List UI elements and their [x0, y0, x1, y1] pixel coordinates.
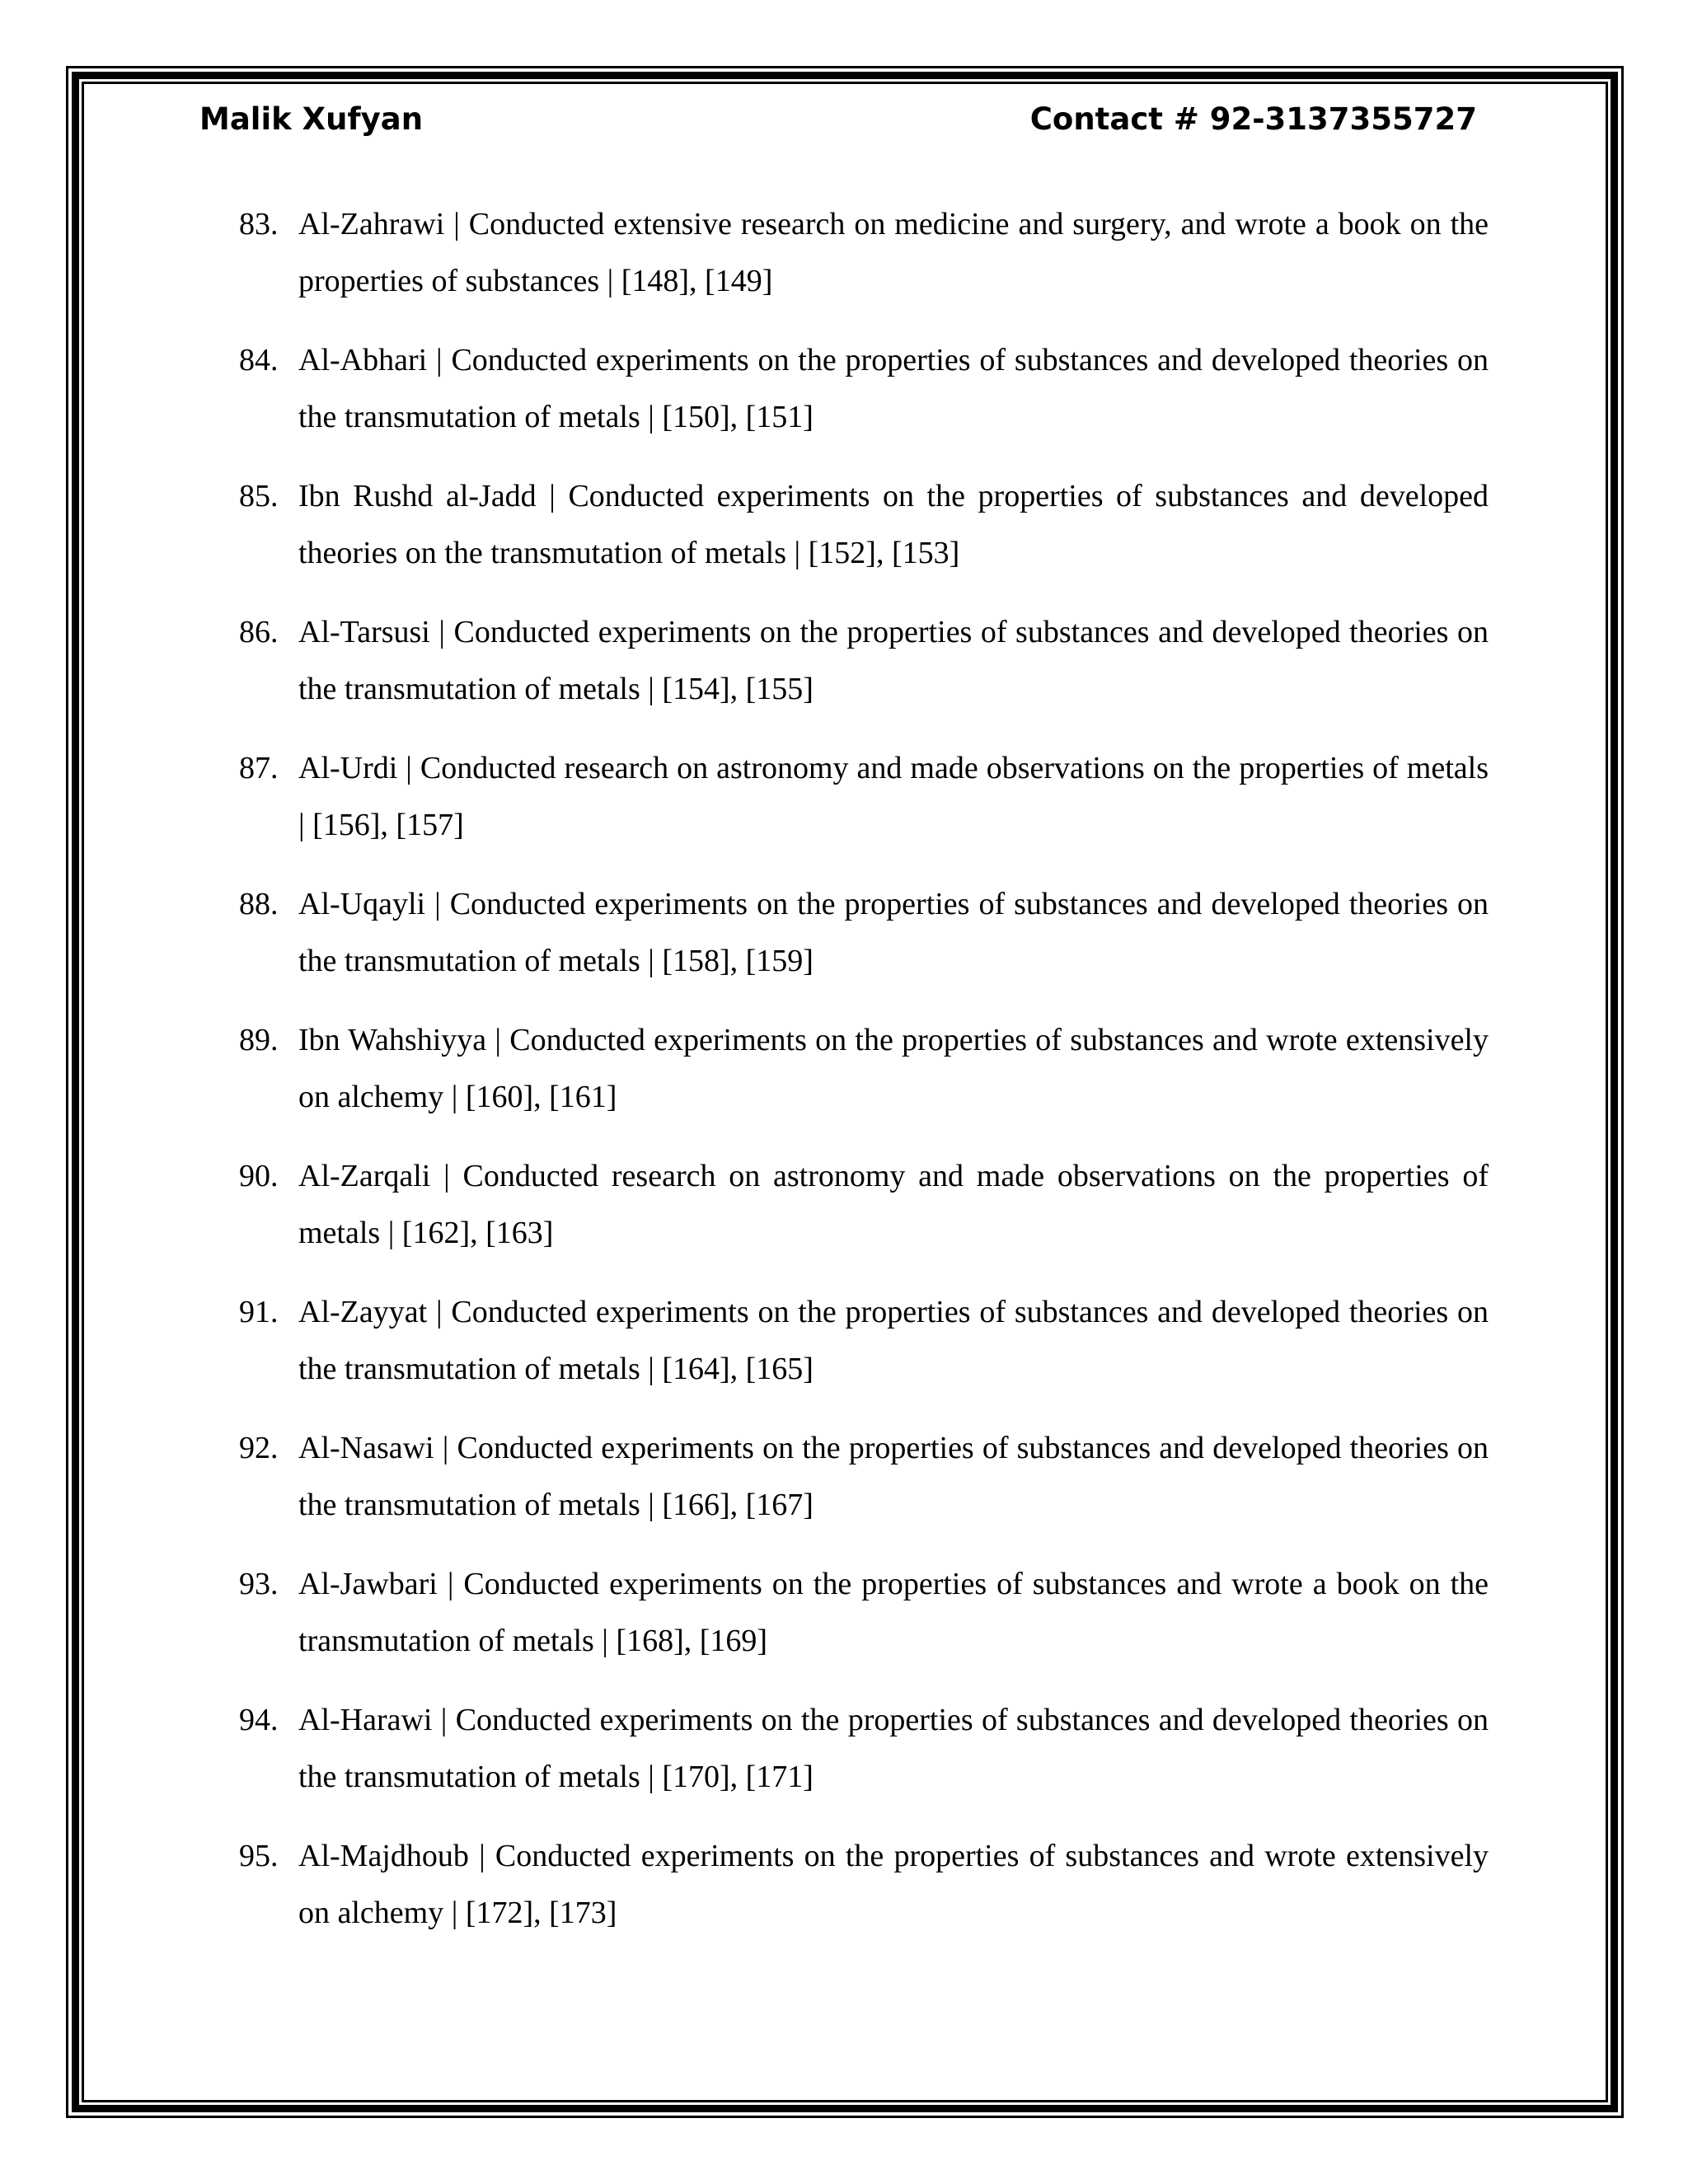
list-item-number: 88. — [239, 887, 279, 921]
list-item — [239, 604, 1489, 718]
list-item-number: 91. — [239, 1295, 279, 1329]
list-item — [239, 468, 1489, 582]
list-item-number: 89. — [239, 1023, 279, 1057]
list-item-text: Al-Tarsusi | Conducted experiments on the properties of substances and developed theories on the transmutation of metals | [154], [155] — [298, 615, 1489, 706]
list-item-text: Ibn Wahshiyya | Conducted experiments on the properties of substances and wrote extensively on alchemy | [160], [161] — [298, 1023, 1489, 1114]
list-item-text: Al-Jawbari | Conducted experiments on the properties of substances and wrote a book on the transmutation of metals | [168], [169] — [298, 1567, 1489, 1658]
list-item-text: Al-Uqayli | Conducted experiments on the properties of substances and developed theories on the transmutation of metals | [158], [159] — [298, 887, 1489, 978]
list-item-number: 93. — [239, 1567, 279, 1601]
page-header — [199, 101, 1477, 151]
list-item-number: 83. — [239, 207, 279, 241]
list-item — [239, 1556, 1489, 1670]
list-item-text: Al-Zayyat | Conducted experiments on the properties of substances and developed theories on the transmutation of metals | [164], [165] — [298, 1295, 1489, 1386]
list-item-number: 85. — [239, 479, 279, 513]
list-item — [239, 196, 1489, 310]
list-item-text: Al-Zahrawi | Conducted extensive research on medicine and surgery, and wrote a book on the properties of substances | [148], [149] — [298, 207, 1489, 298]
list-item-text: Al-Abhari | Conducted experiments on the properties of substances and developed theories on the transmutation of metals | [150], [151] — [298, 343, 1489, 434]
list-item-text: Ibn Rushd al-Jadd | Conducted experiments on the properties of substances and developed theories on the transmutation of metals | [152], [153] — [298, 479, 1489, 570]
list-item — [239, 740, 1489, 854]
list-item-number: 87. — [239, 751, 279, 785]
list-item-number: 90. — [239, 1159, 279, 1193]
list-item — [239, 332, 1489, 446]
list-item-text: Al-Nasawi | Conducted experiments on the properties of substances and developed theories on the transmutation of metals | [166], [167] — [298, 1431, 1489, 1522]
list-item — [239, 1828, 1489, 1942]
list-item-text: Al-Zarqali | Conducted research on astronomy and made observations on the properties of metals | [162], [163] — [298, 1159, 1489, 1250]
list-item — [239, 1420, 1489, 1534]
list-item-number: 94. — [239, 1703, 279, 1737]
scholar-list — [239, 196, 1489, 1964]
list-item-text: Al-Harawi | Conducted experiments on the properties of substances and developed theories on the transmutation of metals | [170], [171] — [298, 1703, 1489, 1794]
list-item — [239, 1284, 1489, 1398]
list-item-number: 86. — [239, 615, 279, 649]
list-item-text: Al-Majdhoub | Conducted experiments on the properties of substances and wrote extensively on alchemy | [172], [173] — [298, 1839, 1489, 1930]
list-item-number: 92. — [239, 1431, 279, 1465]
list-item-text: Al-Urdi | Conducted research on astronomy and made observations on the properties of metals | [156], [157] — [298, 751, 1489, 842]
contact-number: Contact # 92-3137355727 — [1029, 101, 1477, 137]
list-item — [239, 1692, 1489, 1806]
list-item — [239, 1148, 1489, 1262]
list-item — [239, 876, 1489, 990]
author-name: Malik Xufyan — [199, 101, 424, 137]
list-item-number: 84. — [239, 343, 279, 377]
list-item — [239, 1012, 1489, 1126]
list-item-number: 95. — [239, 1839, 279, 1873]
